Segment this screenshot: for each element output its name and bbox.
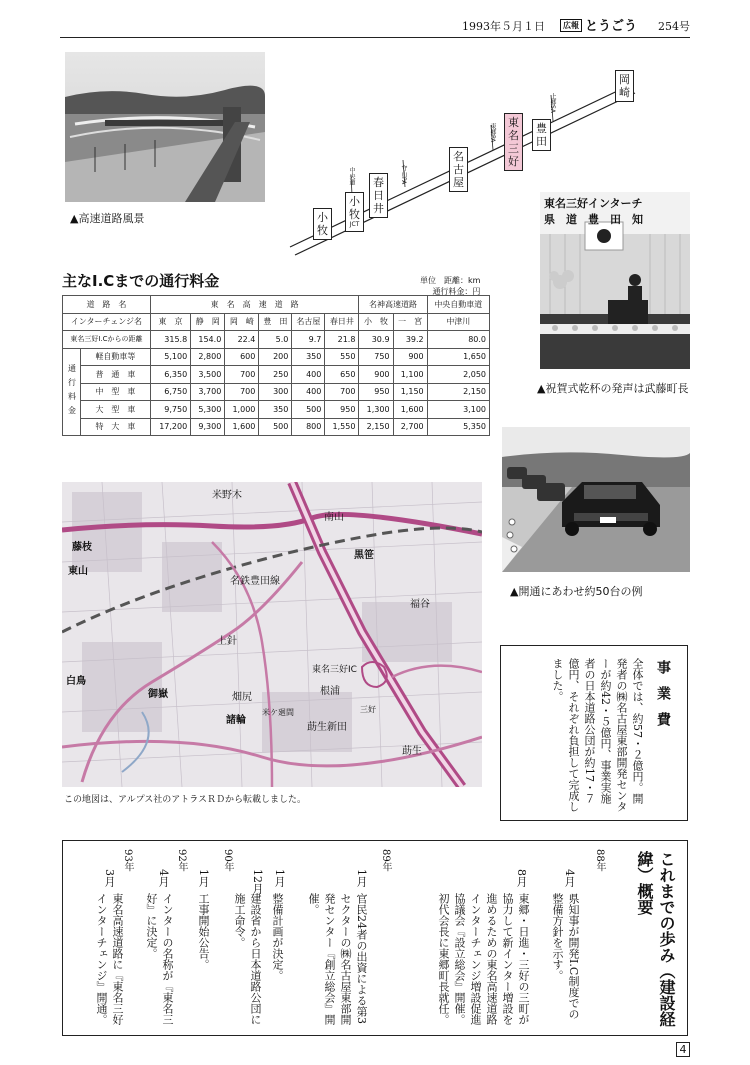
vehicle-type: 普 通 車 xyxy=(81,366,151,384)
ic-name: 小牧 xyxy=(349,195,360,221)
sa-kamigo: 上郷SA xyxy=(549,93,556,114)
fee-cell: 950 xyxy=(359,383,393,401)
map-label: 莇生 xyxy=(402,746,422,757)
ic-cell: 静 岡 xyxy=(191,313,225,331)
table-row xyxy=(63,331,490,349)
fee-cell: 6,750 xyxy=(150,383,190,401)
fee-cell: 950 xyxy=(325,401,359,419)
logo-text: とうごう xyxy=(585,19,638,34)
dist-cell: 9.7 xyxy=(292,331,325,349)
fee-cell: 500 xyxy=(259,418,292,436)
table-row xyxy=(63,313,490,331)
ic-cell: 春日井 xyxy=(325,313,359,331)
ic-name: 豊田 xyxy=(536,122,547,148)
ic-name: 名古屋 xyxy=(453,150,464,189)
map-label: 藤枝 xyxy=(72,542,92,553)
fee-cell: 1,000 xyxy=(225,401,259,419)
fee-cell: 17,200 xyxy=(150,418,190,436)
fee-cell: 350 xyxy=(259,401,292,419)
fee-cell: 5,350 xyxy=(427,418,489,436)
fee-cell: 900 xyxy=(359,366,393,384)
project-cost-box xyxy=(500,645,688,821)
fee-cell: 1,100 xyxy=(393,366,427,384)
fee-cell: 2,050 xyxy=(427,366,489,384)
event-text: 県知事が開発I.C制度での整備方針を示す。 xyxy=(551,893,580,1020)
fee-label: 通行料金 xyxy=(63,348,81,436)
event-year: 93年 xyxy=(122,849,133,872)
ic-komaki xyxy=(313,208,332,240)
map-label: 名鉄豊田線 xyxy=(230,576,280,587)
ic-nagoya xyxy=(449,147,468,192)
event-text: 東名高速道路に『東名三好インターチェンジ』開通。 xyxy=(95,893,124,1025)
ic-cell: 名古屋 xyxy=(292,313,325,331)
fee-cell: 400 xyxy=(292,366,325,384)
fee-cell: 500 xyxy=(292,401,325,419)
page-number: 4 xyxy=(676,1042,690,1057)
event-month: 1月 xyxy=(273,869,286,887)
ic-name: 春日井 xyxy=(373,176,384,215)
fee-cell: 5,100 xyxy=(150,348,190,366)
toll-table-units xyxy=(420,275,480,297)
highway-photo xyxy=(65,52,265,202)
unit-fee: 通行料金：円 xyxy=(432,287,481,296)
fee-cell: 600 xyxy=(225,348,259,366)
logo-mark: 広報 xyxy=(560,19,582,32)
fee-cell: 6,350 xyxy=(150,366,190,384)
page-header xyxy=(60,14,690,38)
fee-cell: 9,300 xyxy=(191,418,225,436)
dist-cell: 315.8 xyxy=(150,331,190,349)
event-month: 12月 xyxy=(251,869,264,894)
event-year: 88年 xyxy=(594,849,605,872)
dist-cell: 154.0 xyxy=(191,331,225,349)
map-label: 御嶽 xyxy=(148,689,168,700)
event-year: 90年 xyxy=(222,849,233,872)
map-label: 根浦 xyxy=(320,686,340,697)
map-label: 黒笹 xyxy=(354,550,374,561)
dist-label: 東名三好I.Cからの距離 xyxy=(63,331,151,349)
fee-cell: 900 xyxy=(393,348,427,366)
header-tomei: 東 名 高 速 道 路 xyxy=(150,296,359,314)
fee-cell: 750 xyxy=(359,348,393,366)
ic-cell: 一 宮 xyxy=(393,313,427,331)
fee-cell: 1,600 xyxy=(393,401,427,419)
fee-cell: 1,150 xyxy=(393,383,427,401)
fee-cell: 1,300 xyxy=(359,401,393,419)
table-row xyxy=(63,383,490,401)
ic-kasugai xyxy=(369,173,388,218)
dist-cell: 39.2 xyxy=(393,331,427,349)
fee-cell: 650 xyxy=(325,366,359,384)
header-chuo: 中央自動車道 xyxy=(427,296,489,314)
fee-cell: 3,700 xyxy=(191,383,225,401)
fee-cell: 550 xyxy=(325,348,359,366)
cars-photo xyxy=(502,427,690,572)
event-month: 3月 xyxy=(103,869,116,887)
event-text: 官民24者の出資による第3セクターの㈱名古屋東部開発センター『創立総会』開催。 xyxy=(307,893,368,1025)
fee-cell: 3,500 xyxy=(191,366,225,384)
header-rule xyxy=(60,37,690,38)
fee-cell: 5,300 xyxy=(191,401,225,419)
map-label: 福谷 xyxy=(410,599,430,610)
table-row xyxy=(63,418,490,436)
fee-cell: 400 xyxy=(292,383,325,401)
ic-name: 岡崎 xyxy=(619,73,630,99)
vehicle-type: 中 型 車 xyxy=(81,383,151,401)
ic-cell: 岡 崎 xyxy=(225,313,259,331)
dist-cell: 22.4 xyxy=(225,331,259,349)
dist-cell: 21.8 xyxy=(325,331,359,349)
newsletter-logo xyxy=(560,15,637,34)
ic-name: 東名三好 xyxy=(508,116,519,168)
table-row xyxy=(63,296,490,314)
event-month: 4月 xyxy=(563,869,576,887)
issue-date: 1993年５月１日 xyxy=(462,20,545,33)
history-title: これまでの歩み（建設経緯）概要 xyxy=(635,851,676,1027)
pa-moriyama: 守山PA xyxy=(400,165,407,185)
vehicle-type: 大 型 車 xyxy=(81,401,151,419)
map-label: 東名三好IC xyxy=(312,665,357,675)
header-meishin: 名神高速道路 xyxy=(359,296,427,314)
map-label: 畑尻 xyxy=(232,692,252,703)
map-label: 諸輪 xyxy=(226,715,246,726)
fee-cell: 700 xyxy=(325,383,359,401)
ceremony-photo xyxy=(540,192,690,369)
fee-cell: 200 xyxy=(259,348,292,366)
ic-cell: 中津川 xyxy=(427,313,489,331)
map-label: 上針 xyxy=(217,636,237,647)
unit-distance: 単位 距離：km xyxy=(420,276,481,285)
fee-cell: 2,700 xyxy=(393,418,427,436)
ic-cell: 豊 田 xyxy=(259,313,292,331)
map-label: 南山 xyxy=(324,512,344,523)
area-map xyxy=(62,482,482,787)
toll-table-title: 主なI.Cまでの通行料金 xyxy=(62,272,220,290)
table-row xyxy=(63,401,490,419)
fee-cell: 2,150 xyxy=(427,383,489,401)
event-month: 4月 xyxy=(157,869,170,887)
event-year: 89年 xyxy=(380,849,391,872)
table-row xyxy=(63,348,490,366)
fee-cell: 1,550 xyxy=(325,418,359,436)
map-label: 莇生新田 xyxy=(307,722,347,733)
ic-sub: JCT xyxy=(349,221,360,228)
fee-cell: 2,800 xyxy=(191,348,225,366)
ic-okazaki xyxy=(615,70,634,102)
event-text: 建設省から日本道路公団に施工命令。 xyxy=(233,893,262,1025)
fee-cell: 700 xyxy=(225,366,259,384)
history-section xyxy=(62,840,688,1036)
vehicle-type: 特 大 車 xyxy=(81,418,151,436)
ic-tomei-miyoshi xyxy=(504,113,523,171)
dist-cell: 80.0 xyxy=(427,331,489,349)
header-ic: インターチェンジ名 xyxy=(63,313,151,331)
fee-cell: 2,150 xyxy=(359,418,393,436)
dist-cell: 30.9 xyxy=(359,331,393,349)
map-label: 東山 xyxy=(68,566,88,577)
event-month: 8月 xyxy=(515,869,528,887)
project-cost-body: 全体では、約57・２億円。開発者の㈱名古屋東部開発センターが約42・５億円、事業実施者の日本道路公団が約17・７億円、それぞれ負担して完成しました。 xyxy=(551,658,644,812)
issue-number: 254号 xyxy=(658,20,690,33)
ceremony-photo-caption: ▲祝賀式乾杯の発声は武藤町長 xyxy=(537,382,689,395)
event-month: 1月 xyxy=(355,869,368,887)
event-text: 整備計画が決定。 xyxy=(271,893,284,981)
event-text: 工事開始公告。 xyxy=(197,893,210,970)
cars-photo-caption: ▲開通にあわせ約50台の例 xyxy=(510,585,643,598)
dist-cell: 5.0 xyxy=(259,331,292,349)
map-label: 白鳥 xyxy=(66,676,86,687)
toll-table xyxy=(62,295,490,436)
event-month: 1月 xyxy=(197,869,210,887)
fee-cell: 250 xyxy=(259,366,292,384)
pa-togo: 東郷PA xyxy=(489,123,496,143)
ic-cell: 東 京 xyxy=(150,313,190,331)
fee-cell: 9,750 xyxy=(150,401,190,419)
ic-name: 小牧 xyxy=(317,211,328,237)
fee-cell: 3,100 xyxy=(427,401,489,419)
map-caption: この地図は、アルプス社のアトラスＲＤから転載しました。 xyxy=(64,795,307,805)
fee-cell: 300 xyxy=(259,383,292,401)
event-text: インターの名称が『東名三好』に決定。 xyxy=(145,893,174,1025)
fee-cell: 1,600 xyxy=(225,418,259,436)
header-road: 道 路 名 xyxy=(63,296,151,314)
map-label: 米ケ廻間 xyxy=(262,708,294,717)
fee-cell: 700 xyxy=(225,383,259,401)
map-label: 三好 xyxy=(360,705,376,714)
ic-toyota xyxy=(532,119,551,151)
table-row xyxy=(63,366,490,384)
vehicle-type: 軽自動車等 xyxy=(81,348,151,366)
event-text: 東郷・日進・三好の三町が協力して新インター増設を進めるための東名高速道路インターチェンジ増設促進協議会『設立総会』開催。初代会長に東郷町長就任。 xyxy=(437,893,530,1025)
highway-photo-caption: ▲高速道路風景 xyxy=(70,212,145,225)
fee-cell: 350 xyxy=(292,348,325,366)
ic-komaki-jct xyxy=(345,192,364,232)
pa-chuo: 中央道 xyxy=(348,167,355,185)
map-label: 米野木 xyxy=(212,490,242,501)
ic-cell: 小 牧 xyxy=(359,313,393,331)
project-cost-title: 事業費 xyxy=(655,660,671,738)
ceremony-banner-line2: 県 道 豊 田 知 xyxy=(544,213,643,226)
ceremony-banner-line1: 東名三好インターチ xyxy=(544,197,643,210)
fee-cell: 1,650 xyxy=(427,348,489,366)
fee-cell: 800 xyxy=(292,418,325,436)
event-year: 92年 xyxy=(176,849,187,872)
